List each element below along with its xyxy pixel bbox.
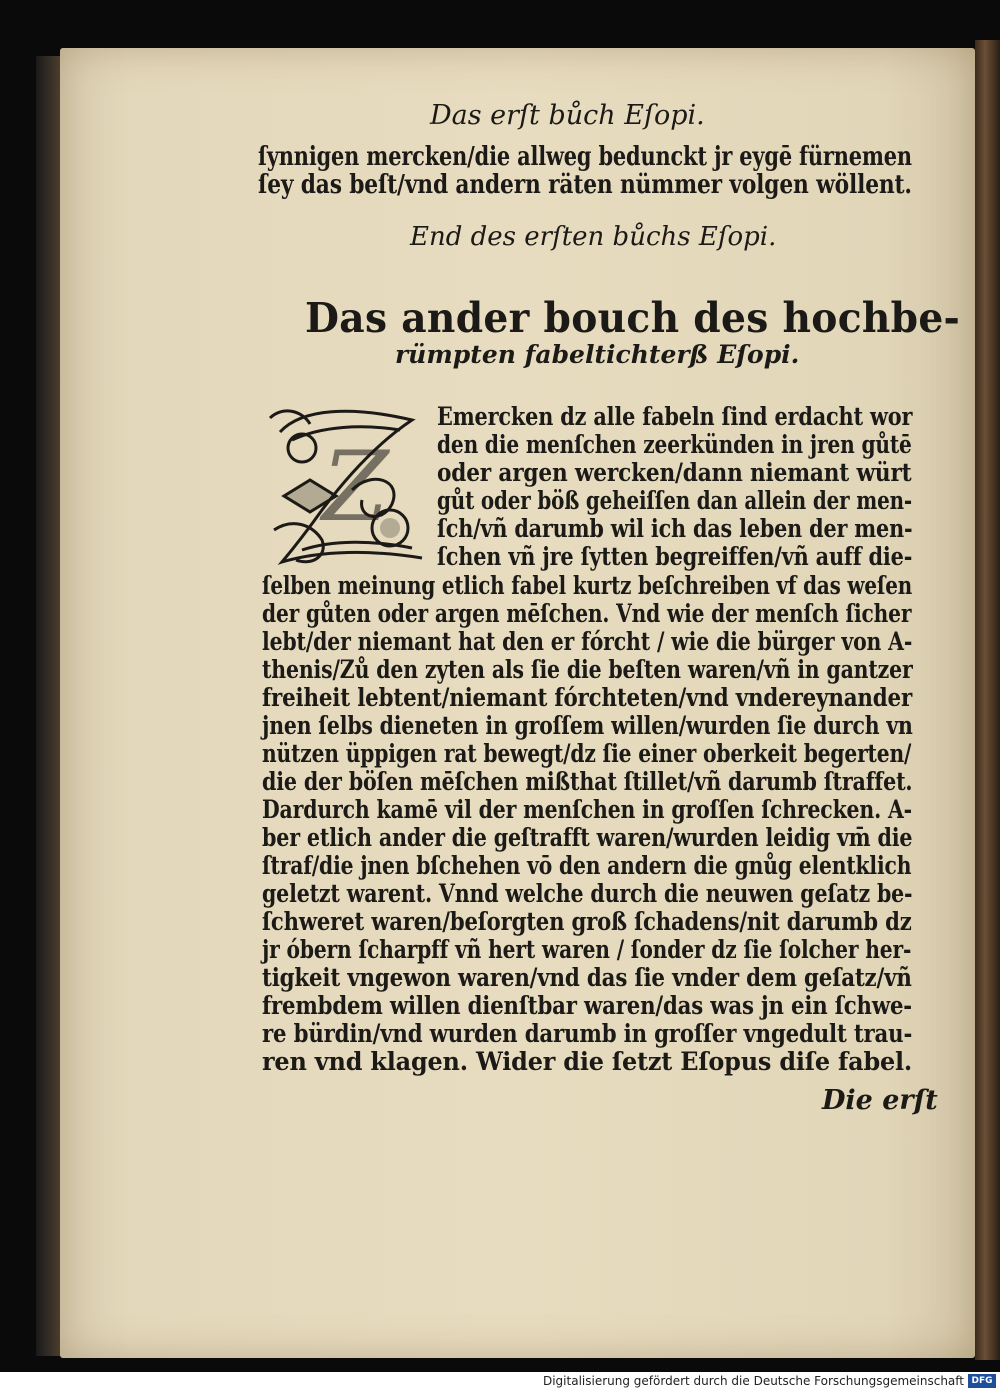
text-line: frembdem willen dienſtbar waren/das was jn ein ſchwe- (262, 991, 912, 1020)
text-line: die der böſen mēſchen mißthat ſtillet/vñ darumb ſtraffet. (262, 767, 913, 796)
decorated-initial-icon (262, 400, 430, 572)
text-line: ſtraf/die jnen bſchehen vō den andern die gnůg elentklich (262, 851, 912, 880)
text-line: den die menſchen zeerkünden in jren gůtē (437, 430, 912, 459)
text-line: jnen ſelbs dieneten in groſſem willen/wurden ſie durch vn (262, 711, 913, 740)
text-line: Emercken dz alle fabeln ſind erdacht wor (437, 402, 913, 431)
text-line: ſchweret waren/beſorgten groß ſchadens/nit darumb dz (262, 907, 912, 936)
catchword: Die erſt (822, 1085, 938, 1116)
text-line: freiheit lebtent/niemant fórchteten/vnd vndereynander (262, 683, 913, 712)
text-line: jr óbern ſcharpff vñ hert waren / ſonder dz ſie ſolcher her- (262, 935, 912, 964)
book-fore-edge (975, 40, 1000, 1360)
dfg-logo-icon: DFG (968, 1374, 996, 1388)
footer-bar (0, 1372, 1000, 1391)
text-line: gůt oder böß geheiſſen dan allein der men- (437, 486, 913, 515)
text-line: thenis/Zů den zyten als ſie die beſten waren/vñ in gantzer (262, 655, 913, 684)
text-line: ſynnigen mercken/die allweg bedunckt jr eygē fürnemen (258, 142, 912, 172)
text-line: ſey das beſt/vnd andern räten nümmer volgen wöllent. (258, 170, 912, 200)
chapter-heading: Das ander bouch des hochbe- (305, 294, 961, 342)
text-line: ber etlich ander die geſtrafft waren/wurden leidig vm̄ die (262, 823, 913, 852)
text-line: Dardurch kamē vil der menſchen in groſſen ſchrecken. A- (262, 795, 912, 824)
text-line: ſchen vñ jre ſytten begreiffen/vñ auff die- (437, 542, 913, 571)
text-line: re bürdin/vnd wurden darumb in groſſer vngedult trau- (262, 1019, 913, 1048)
text-line: der gůten oder argen mēſchen. Vnd wie der menſch ſicher (262, 599, 912, 628)
text-line: ſch/vñ darumb wil ich das leben der men- (437, 514, 913, 543)
text-line: lebt/der niemant hat den er fórcht / wie die bürger von A- (262, 627, 913, 656)
text-line: oder argen wercken/dann niemant würt (437, 458, 912, 487)
text-line: ren vnd klagen. Wider die ſetzt Eſopus diſe fabel. (262, 1047, 913, 1076)
running-head: Das erſt bůch Eſopi. (430, 100, 705, 131)
book-binding-edge (36, 56, 60, 1356)
footer-credit: Digitalisierung gefördert durch die Deutsche Forschungsgemeinschaft (542, 1374, 964, 1388)
text-line: tigkeit vngewon waren/vnd das ſie vnder dem geſatz/vñ (262, 963, 912, 992)
book-explicit: End des erſten bůchs Eſopi. (410, 222, 777, 252)
text-line: geletzt warent. Vnnd welche durch die neuwen geſatz be- (262, 879, 913, 908)
text-line: ſelben meinung etlich fabel kurtz beſchreiben vf das weſen (262, 571, 913, 600)
svg-text:Z: Z (322, 431, 389, 543)
text-line: nützen üppigen rat bewegt/dz ſie einer oberkeit begerten/ (262, 739, 912, 768)
chapter-subheading: rümpten fabeltichterß Eſopi. (395, 340, 800, 369)
